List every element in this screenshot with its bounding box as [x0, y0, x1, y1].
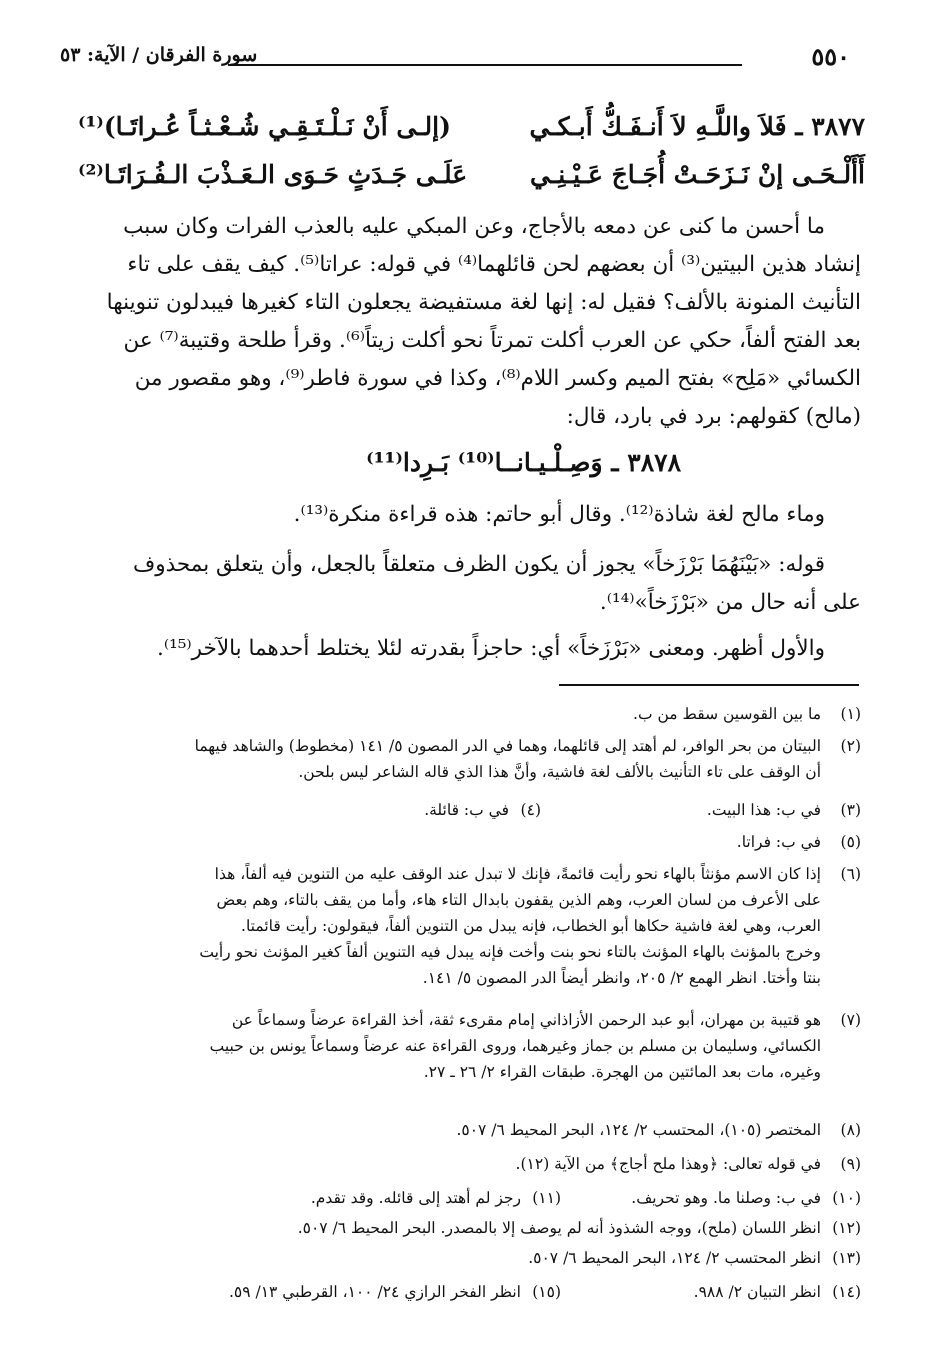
footnote-text: ما بين القوسين سقط من ب. [633, 705, 821, 723]
body-line: ما أحسن ما كنى عن دمعه بالأجاج، وعن المبكي عليه بالعذب الفرات وكان سبب [123, 214, 825, 239]
qawluh-line-2: على أنه حال من «بَرْزَخاً»⁽¹⁴⁾. [599, 590, 861, 615]
footnote-number: (٧) [840, 1011, 861, 1029]
footnotes [0, 702, 931, 1342]
footnote-number: (٤) [520, 801, 541, 819]
footnote-number: (٣) [840, 801, 861, 819]
footnote-text: العرب، وهي لغة فاشية حكاها أبو الخطاب، فإنه يبدل من التنوين ألفاً، فيقولون: رأيت قائمتا. [241, 917, 821, 935]
footnote-text: بنتا وأختا. انظر الهمع ٢/ ٢٠٥، وانظر أيضاً الدر المصون ٥/ ١٤١. [422, 969, 821, 987]
footnote-number: (٦) [840, 865, 861, 883]
body-line: التأنيث المنونة بالألف؟ فقيل له: إنها لغة مستفيضة يجعلون التاء كغيرها فيبدلون تنوينها [106, 290, 861, 315]
footnote-text: في ب: فراتا. [736, 833, 821, 851]
footnote-text: وغيره، مات بعد المائتين من الهجرة. طبقات القراء ٢/ ٢٦ ـ ٢٧. [423, 1063, 821, 1081]
qawluh-line-1: قوله: «بَيْنَهُمَا بَرْزَخاً» يجوز أن يكون الظرف متعلقاً بالجعل، وأن يتعلق بمحذوف [132, 552, 825, 577]
surah-title: سورة الفرقان / الآية: ٥٣ [60, 44, 258, 66]
body-paragraph [84, 208, 861, 436]
footnote-number: (٩) [840, 1155, 861, 1173]
footnote-separator [559, 684, 859, 686]
footnote-number: (١٥) [532, 1283, 561, 1301]
body-line: (مالح) كقولهم: برد في بارد، قال: [566, 404, 861, 429]
footnote-text: في ب: وصلنا ما. وهو تحريف. [631, 1189, 821, 1207]
footnote-text: الكسائي، وسليمان بن مسلم بن جماز وغيرهما، وروى القراءة عنه عرضاً وسماعاً يونس بن حبيب [209, 1037, 821, 1055]
footnote-text: انظر اللسان (ملح)، ووجه الشذوذ أنه لم يوصف إلا بالمصدر. البحر المحيط ٦/ ٥٠٧. [297, 1219, 821, 1237]
verse-2-right: أَأَلْـحَـى إنْ نَـزَحَـتْ أُجَـاجَ عَـيْـنِـي [530, 160, 865, 189]
page-number: ٥٥٠ [811, 42, 850, 71]
footnote-text: رجز لم أهتد إلى قائله. وقد تقدم. [310, 1189, 521, 1207]
footnote-text: في قوله تعالى: ﴿وهذا ملح أجاج﴾ من الآية (١٢). [515, 1155, 821, 1173]
verse-1-right: ٣٨٧٧ ـ فَلاَ واللَّـهِ لاَ أَنـفَـكُّ أَبـكـي [529, 112, 865, 141]
body-line: الكسائي «مَلِح» بفتح الميم وكسر اللام⁽⁸⁾، وكذا في سورة فاطر⁽⁹⁾، وهو مقصور من [134, 366, 861, 391]
page-header [60, 42, 850, 82]
footnote-number: (٢) [840, 737, 861, 755]
verse-3: ٣٨٧٨ ـ وَصِـلْـيـانــا⁽¹⁰⁾ بَـرِدا⁽¹¹⁾ [366, 448, 681, 477]
footnote-text: في ب: هذا البيت. [706, 801, 821, 819]
header-rule [228, 64, 742, 66]
footnote-text: هو قتيبة بن مهران، أبو عبد الرحمن الأزاذاني إمام مقرىء ثقة، أخذ القراءة عرضاً وسماعاً عن [231, 1011, 821, 1029]
footnote-number: (٥) [840, 833, 861, 851]
footnote-text: انظر المحتسب ٢/ ١٢٤، البحر المحيط ٦/ ٥٠٧. [528, 1249, 821, 1267]
footnote-number: (١٢) [832, 1219, 861, 1237]
verse-1-left: (إلـى أَنْ نَـلْـتَـقِـي شُـعْـثـاً عُـراتَـا)⁽¹⁾ [78, 112, 451, 141]
footnote-number: (١) [840, 705, 861, 723]
awwal-line: والأول أظهر. ومعنى «بَرْزَخاً» أي: حاجزاً بقدرته لئلا يختلط أحدهما بالآخر⁽¹⁵⁾. [157, 636, 825, 661]
footnote-text: أن الوقف على تاء التأنيث بالألف لغة فاشية، وأنَّ هذا الذي قاله الشاعر ليس بلحن. [298, 763, 821, 781]
footnote-number: (١٤) [832, 1283, 861, 1301]
footnote-text: إذا كان الاسم مؤنثاً بالهاء نحو رأيت قائمةً، فإنك لا تبدل عند الوقف عليه من التنوين فيه ألفاً، هذا [214, 865, 821, 883]
footnote-number: (١٣) [832, 1249, 861, 1267]
body-line: إنشاد هذين البيتين⁽³⁾ أن بعضهم لحن قائلهما⁽⁴⁾ في قوله: عراتا⁽⁵⁾. كيف يقف على تاء [127, 252, 861, 277]
body-line: بعد الفتح ألفاً، حكي عن العرب أكلت تمرتاً نحو أكلت زيتاً⁽⁶⁾. وقرأ طلحة وقتيبة⁽⁷⁾ عن [123, 328, 861, 353]
footnote-text: وخرج بالمؤنث بالهاء المؤنث بالتاء نحو بنت وأخت فإنه يبدل فيه التنوين ألفاً كغير المؤنث نحو رأيت [199, 943, 821, 961]
footnote-text: المختصر (١٠٥)، المحتسب ٢/ ١٢٤، البحر المحيط ٦/ ٥٠٧. [456, 1121, 821, 1139]
footnote-number: (٨) [840, 1121, 861, 1139]
after-verse-line: وماء مالح لغة شاذة⁽¹²⁾. وقال أبو حاتم: هذه قراءة منكرة⁽¹³⁾. [293, 502, 825, 527]
footnote-text: على الأعرف من لسان العرب، وهم الذين يقفون بابدال التاء هاء، وأما من يقف بالتاء، وهم بعض [216, 891, 821, 909]
footnote-number: (١١) [532, 1189, 561, 1207]
footnote-text: انظر الفخر الرازي ٢٤/ ١٠٠، القرطبي ١٣/ ٥٩. [228, 1283, 521, 1301]
footnote-text: انظر التبيان ٢/ ٩٨٨. [693, 1283, 821, 1301]
footnote-text: في ب: قائلة. [424, 801, 509, 819]
footnote-number: (١٠) [832, 1189, 861, 1207]
verse-2-left: عَلَـى جَـدَثٍ حَـوَى الـعَـذْبَ الـفُـرَاتَـا⁽²⁾ [78, 160, 468, 189]
footnote-text: البيتان من بحر الوافر، لم أهتد إلى قائلهما، وهما في الدر المصون ٥/ ١٤١ (مخطوط) والشاهد فيهما [194, 737, 821, 755]
